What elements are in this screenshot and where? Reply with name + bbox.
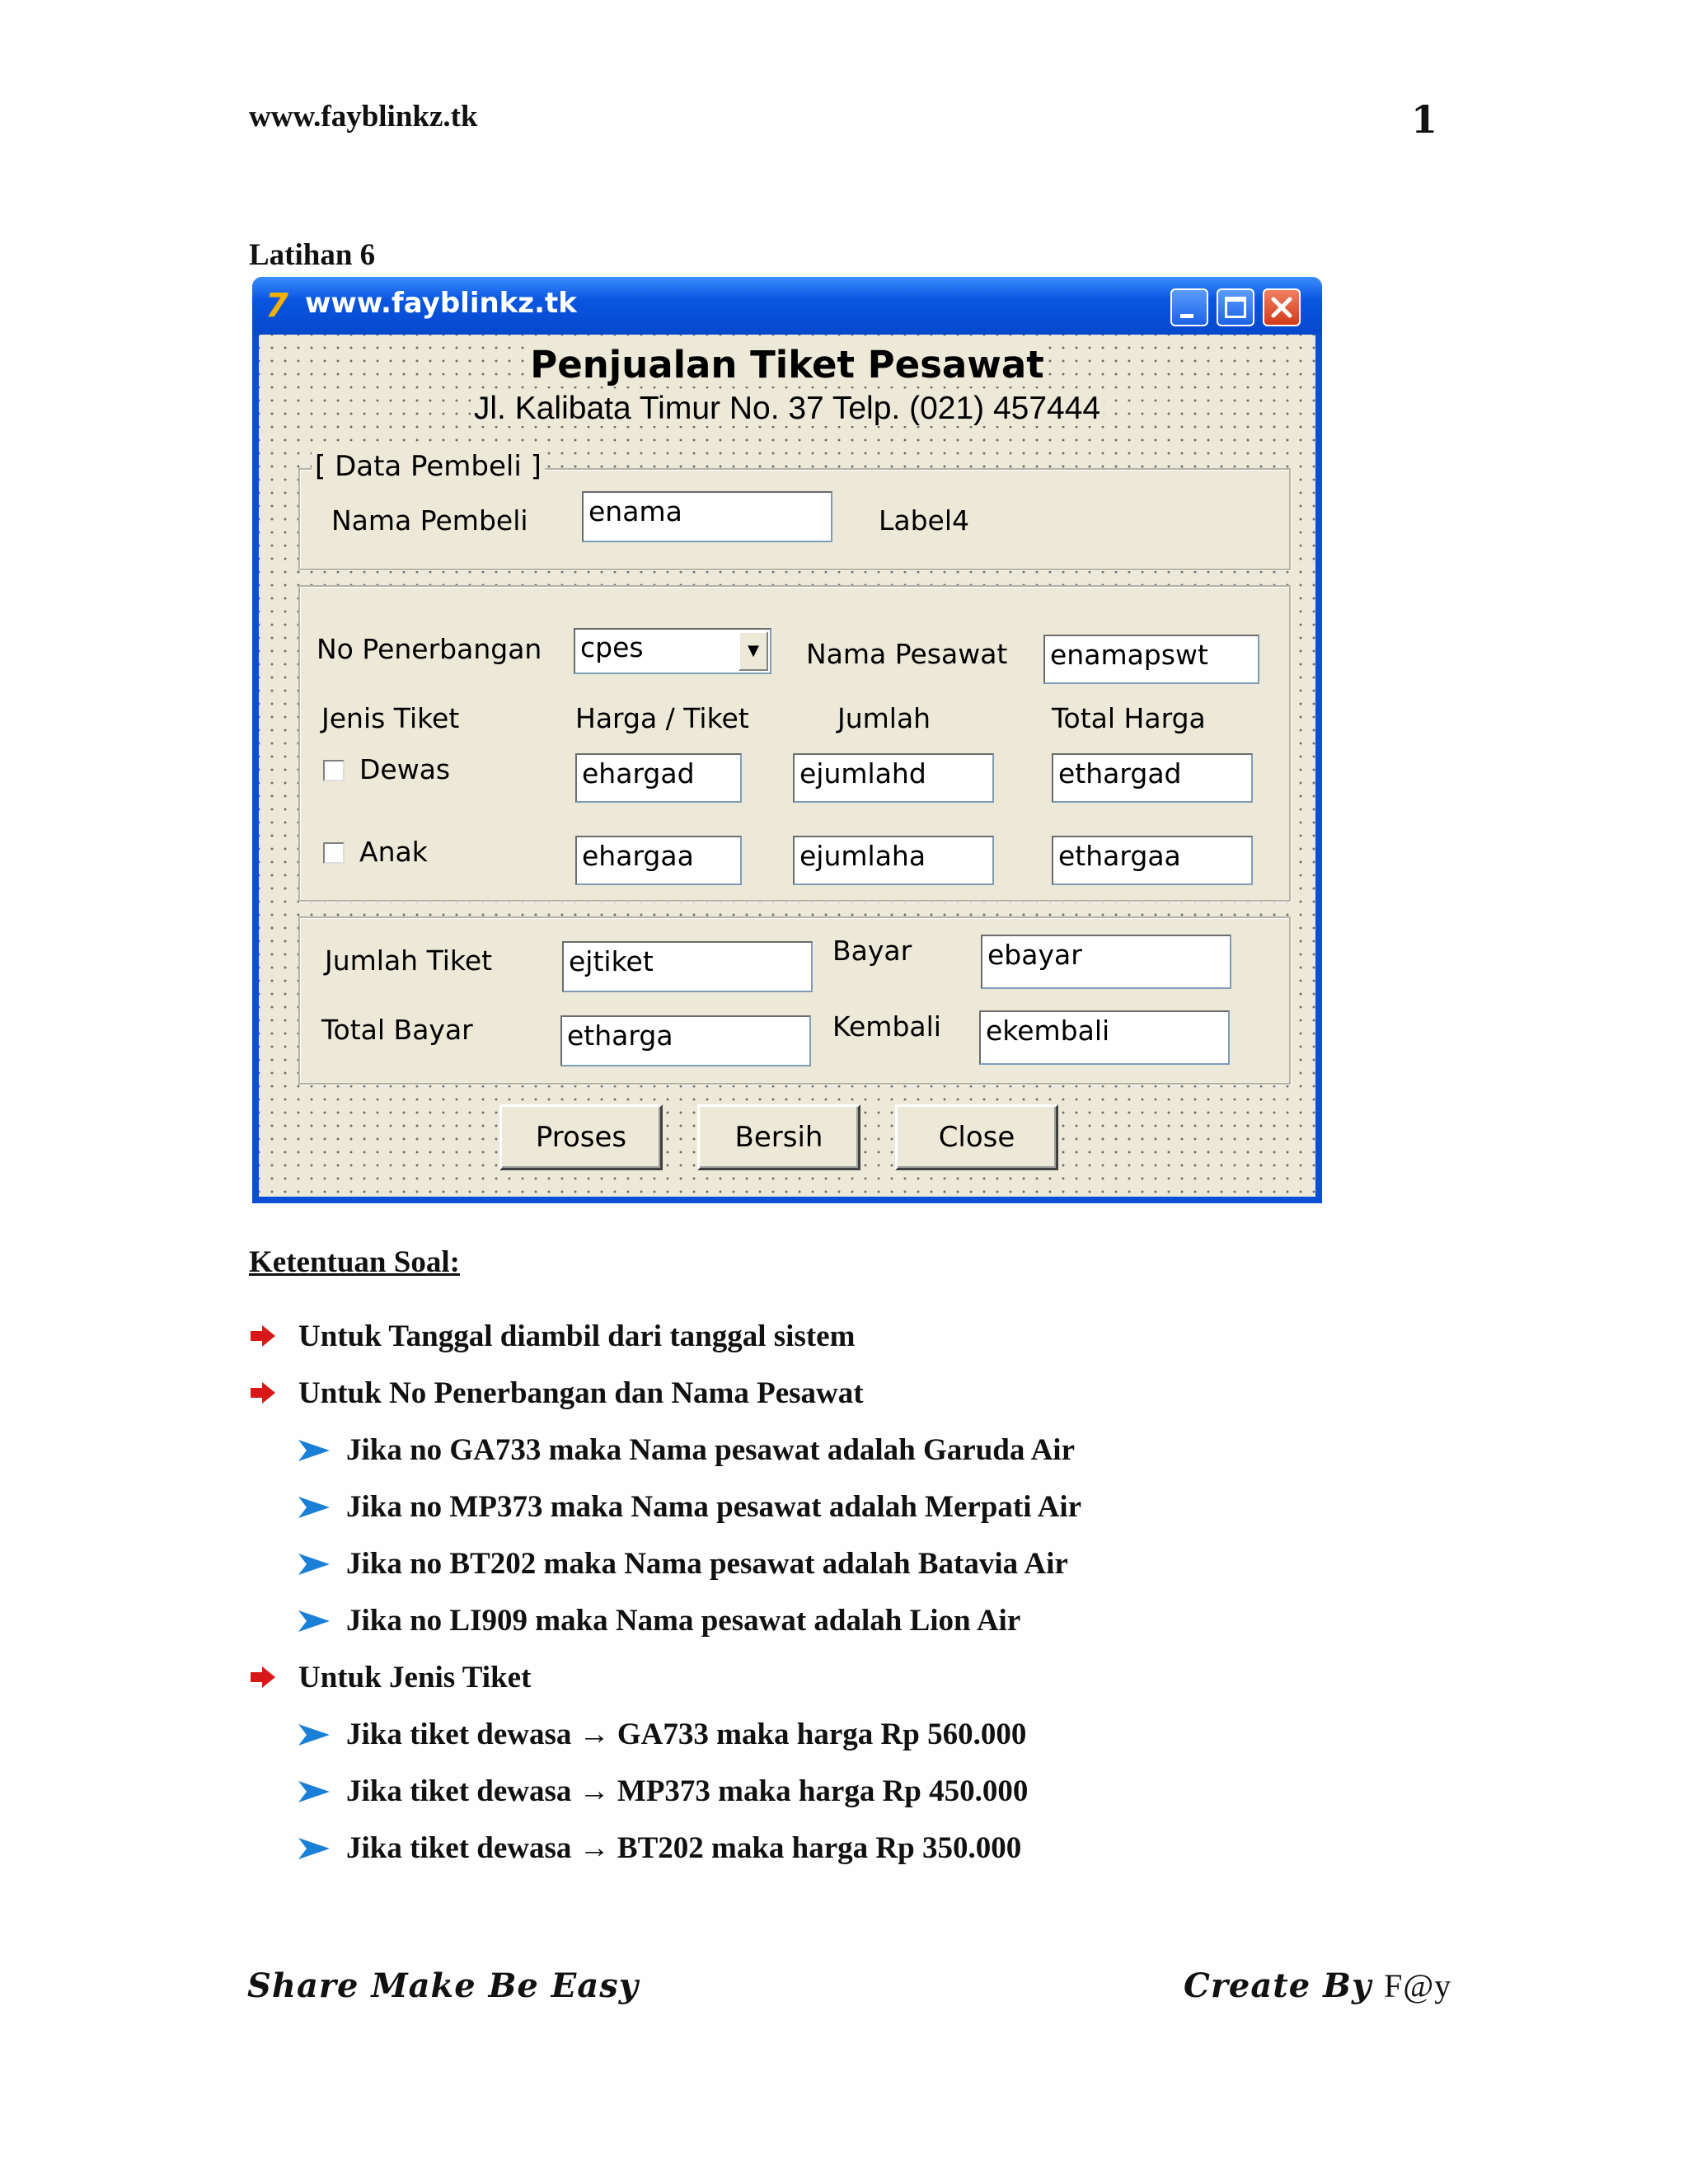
buyer-name-input[interactable]: enama [582,491,832,542]
total-pay-label: Total Bayar [321,1014,473,1046]
close-icon [1264,290,1299,325]
exercise-title: Latihan 6 [249,238,376,272]
chevron-down-icon[interactable]: ▼ [738,631,768,671]
blue-arrow-bullet-icon [297,1722,331,1747]
blue-arrow-bullet-icon [297,1438,331,1463]
col-ticket-type: Jenis Tiket [321,702,460,734]
window-title: www.fayblinkz.tk [305,287,577,320]
red-arrow-bullet-icon [249,1324,277,1348]
close-button[interactable]: Close [895,1104,1058,1170]
footer-credit: Create By F@y [1184,1966,1452,2005]
rule-subitem: Jika no LI909 maka Nama pesawat adalah Lion Air [346,1604,1021,1638]
change-label: Kembali [832,1010,941,1043]
adult-qty-input[interactable]: ejumlahd [793,753,994,803]
child-total-input[interactable]: ethargaa [1052,836,1253,885]
change-input[interactable]: ekembali [979,1010,1230,1065]
flight-no-value: cpes [580,631,644,663]
buyer-group [298,450,1291,570]
buyer-group-caption: [ Data Pembeli ] [312,450,545,483]
minimize-button[interactable] [1170,288,1208,326]
page-number: 1 [1411,97,1438,142]
rules-title: Ketentuan Soal: [249,1245,460,1279]
adult-price-input[interactable]: ehargad [575,753,742,803]
red-arrow-bullet-icon [249,1380,277,1405]
rule-subitem: Jika tiket dewasa → BT202 maka harga Rp 350.000 [346,1831,1022,1865]
window-titlebar [252,277,1322,335]
pay-input[interactable]: ebayar [981,935,1231,989]
buyer-name-label: Nama Pembeli [331,504,528,537]
child-qty-input[interactable]: ejumlaha [793,836,994,885]
close-window-button[interactable] [1263,288,1301,326]
col-price: Harga / Tiket [575,702,749,734]
blue-arrow-bullet-icon [297,1836,331,1861]
child-checkbox[interactable] [323,842,345,864]
rule-subitem: Jika no GA733 maka Nama pesawat adalah Garuda Air [346,1433,1075,1467]
footer-slogan: Share Make Be Easy [247,1966,639,2005]
total-pay-input[interactable]: etharga [560,1015,811,1066]
form-client-area [259,335,1315,1197]
maximize-icon [1225,297,1246,318]
col-quantity: Jumlah [837,702,931,734]
blue-arrow-bullet-icon [297,1779,331,1804]
ticket-count-input[interactable]: ejtiket [562,941,813,992]
rule-subitem: Jika no BT202 maka Nama pesawat adalah Batavia Air [346,1547,1068,1581]
flight-no-label: No Penerbangan [316,633,542,665]
form-heading: Penjualan Tiket Pesawat [259,343,1315,387]
app-window-screenshot [252,277,1322,1203]
child-label: Anak [359,836,428,868]
app-icon: 7 [265,287,288,325]
header-site: www.fayblinkz.tk [249,100,478,134]
form-subheading: Jl. Kalibata Timur No. 37 Telp. (021) 457444 [259,391,1315,427]
process-button[interactable]: Proses [499,1104,663,1170]
rule-subitem: Jika tiket dewasa → GA733 maka harga Rp 560.000 [346,1718,1027,1751]
blue-arrow-bullet-icon [297,1609,331,1633]
payment-group [298,916,1291,1085]
maximize-button[interactable] [1217,288,1254,326]
pay-label: Bayar [832,935,912,967]
clear-button[interactable]: Bersih [697,1104,860,1170]
flight-group [298,585,1291,902]
red-arrow-bullet-icon [249,1665,277,1690]
blue-arrow-bullet-icon [297,1552,331,1577]
rule-item: Untuk Jenis Tiket [298,1661,532,1694]
rule-subitem: Jika tiket dewasa → MP373 maka harga Rp 450.000 [346,1774,1029,1808]
rule-subitem: Jika no MP373 maka Nama pesawat adalah Merpati Air [346,1490,1082,1524]
adult-total-input[interactable]: ethargad [1052,753,1253,803]
minimize-icon [1180,314,1193,318]
col-total: Total Harga [1052,702,1206,734]
child-price-input[interactable]: ehargaa [575,836,742,885]
plane-name-input[interactable]: enamapswt [1043,635,1259,684]
flight-no-select[interactable] [574,628,771,674]
ticket-count-label: Jumlah Tiket [325,944,493,977]
rule-item: Untuk Tanggal diambil dari tanggal sistem [298,1319,856,1353]
adult-label: Dewas [359,753,451,785]
adult-checkbox[interactable] [323,760,345,781]
rule-item: Untuk No Penerbangan dan Nama Pesawat [298,1376,864,1410]
plane-name-label: Nama Pesawat [806,638,1008,670]
blue-arrow-bullet-icon [297,1495,331,1520]
label4: Label4 [879,504,970,537]
